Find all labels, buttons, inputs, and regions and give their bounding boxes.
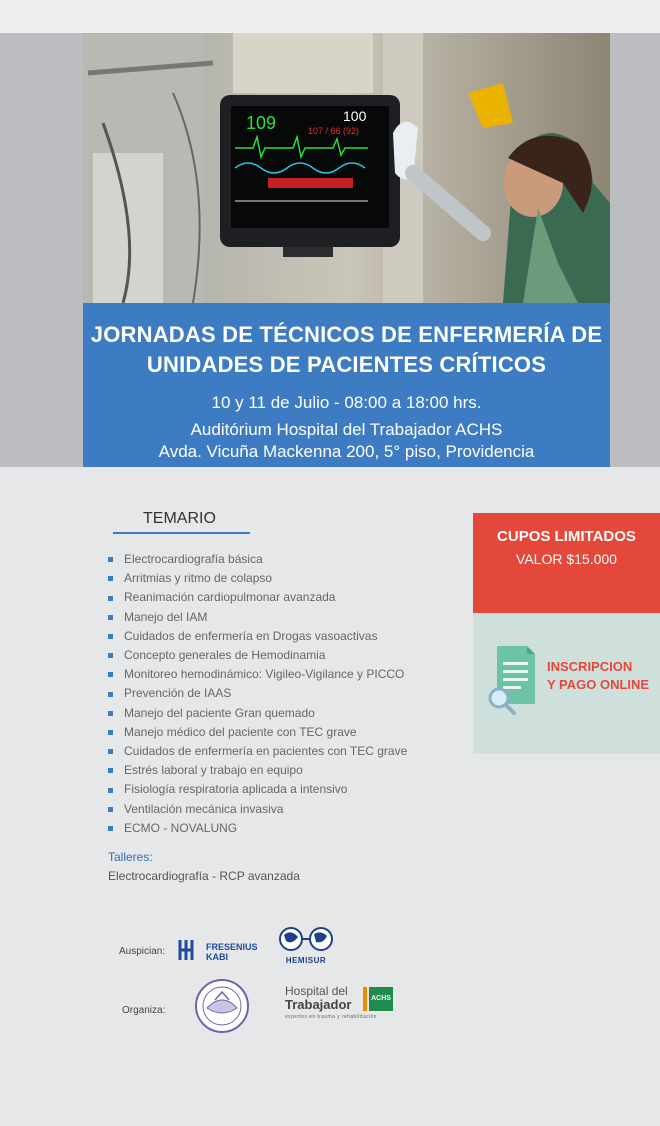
topic-item bbox=[108, 588, 407, 607]
hero-photo bbox=[83, 33, 610, 303]
hemisur-logo bbox=[277, 925, 335, 967]
topic-item bbox=[108, 627, 407, 646]
hospital-label-1: Hospital del bbox=[285, 984, 348, 998]
event-title-line1: JORNADAS DE TÉCNICOS DE ENFERMERÍA DE bbox=[90, 322, 603, 347]
hospital-label-2: Trabajador bbox=[285, 997, 352, 1012]
topic-label: Prevención de IAAS bbox=[124, 686, 232, 701]
event-title-line2: UNIDADES DE PACIENTES CRÍTICOS bbox=[146, 352, 547, 377]
event-venue-line2: Avda. Vicuña Mackenna 200, 5° piso, Providencia bbox=[158, 442, 535, 461]
topic-label: Manejo del paciente Gran quemado bbox=[124, 705, 315, 720]
bullet-icon bbox=[108, 749, 113, 754]
monitor-bp: 107 / 66 (92) bbox=[308, 126, 360, 136]
event-venue-line1: Auditórium Hospital del Trabajador ACHS bbox=[190, 420, 503, 439]
organiza-label: Organiza: bbox=[122, 1005, 166, 1016]
organizer-seal-icon bbox=[193, 978, 251, 1034]
topic-label: ECMO - NOVALUNG bbox=[124, 820, 238, 835]
topic-item bbox=[108, 742, 407, 761]
topic-item bbox=[108, 723, 407, 742]
bullet-icon bbox=[108, 826, 113, 831]
auspician-label: Auspician: bbox=[119, 946, 166, 957]
fresenius-label: FRESENIUS bbox=[206, 942, 258, 952]
organizer-seal-logo bbox=[193, 978, 251, 1034]
topic-label: Arritmias y ritmo de colapso bbox=[124, 571, 273, 586]
inscripcion-line1: INSCRIPCION bbox=[547, 659, 633, 674]
temario-heading: TEMARIO bbox=[143, 510, 216, 527]
bullet-icon bbox=[108, 596, 113, 601]
topic-label: Monitoreo hemodinámico: Vigileo-Vigilance y PICCO bbox=[124, 667, 405, 682]
topic-label: Reanimación cardiopulmonar avanzada bbox=[124, 590, 336, 605]
talleres-heading: Talleres: bbox=[108, 850, 153, 864]
topic-item bbox=[108, 665, 407, 684]
achs-badge: ACHS bbox=[369, 987, 393, 1011]
topic-item bbox=[108, 608, 407, 627]
fresenius-kabi-icon bbox=[177, 938, 201, 962]
hemisur-label: HEMISUR bbox=[285, 956, 327, 965]
monitor-spo2: 100 bbox=[343, 108, 367, 124]
topic-label: Electrocardiografía básica bbox=[124, 552, 263, 566]
talleres-text: Electrocardiografía - RCP avanzada bbox=[108, 869, 300, 883]
temario-underline bbox=[113, 532, 250, 534]
topic-item bbox=[108, 800, 407, 819]
top-strip bbox=[0, 0, 660, 33]
topics-list bbox=[108, 550, 407, 838]
bullet-icon bbox=[108, 576, 113, 581]
event-dates: 10 y 11 de Julio - 08:00 a 18:00 hrs. bbox=[211, 393, 482, 412]
topic-label: Manejo del IAM bbox=[124, 609, 208, 624]
kabi-label: KABI bbox=[206, 952, 228, 962]
hospital-trabajador-logo bbox=[285, 985, 395, 1025]
bullet-icon bbox=[108, 653, 113, 658]
inscripcion-line2: Y PAGO ONLINE bbox=[547, 677, 650, 692]
topic-item bbox=[108, 819, 407, 838]
topic-item bbox=[108, 780, 407, 799]
topic-label: Ventilación mecánica invasiva bbox=[124, 801, 284, 816]
topic-item bbox=[108, 761, 407, 780]
topic-label: Manejo médico del paciente con TEC grave bbox=[124, 724, 357, 739]
bullet-icon bbox=[108, 615, 113, 620]
topic-item bbox=[108, 646, 407, 665]
event-title bbox=[83, 303, 610, 380]
topic-label: Cuidados de enfermería en pacientes con TEC grave bbox=[124, 744, 408, 759]
achs-bar bbox=[363, 987, 367, 1011]
bullet-icon bbox=[108, 672, 113, 677]
fresenius-kabi-logo bbox=[177, 938, 267, 966]
bullet-icon bbox=[108, 557, 113, 562]
topic-label: Cuidados de enfermería en Drogas vasoactivas bbox=[124, 628, 378, 643]
bullet-icon bbox=[108, 730, 113, 735]
topic-label: Fisiología respiratoria aplicada a intensivo bbox=[124, 782, 348, 797]
globe-icon bbox=[277, 925, 335, 955]
event-info-box bbox=[83, 303, 610, 467]
topic-label: Concepto generales de Hemodinamia bbox=[124, 648, 326, 663]
bullet-icon bbox=[108, 711, 113, 716]
topic-label: Estrés laboral y trabajo en equipo bbox=[124, 763, 303, 778]
bullet-icon bbox=[108, 692, 113, 697]
cupos-box bbox=[473, 513, 660, 613]
bullet-icon bbox=[108, 768, 113, 773]
topic-item bbox=[108, 704, 407, 723]
inscripcion-button[interactable] bbox=[473, 613, 660, 754]
monitor-hr: 109 bbox=[246, 113, 277, 133]
cupos-price: VALOR $15.000 bbox=[516, 551, 617, 567]
cupos-title: CUPOS LIMITADOS bbox=[497, 528, 636, 545]
bullet-icon bbox=[108, 807, 113, 812]
document-search-icon bbox=[487, 646, 543, 716]
bullet-icon bbox=[108, 634, 113, 639]
topic-item bbox=[108, 684, 407, 703]
hospital-tagline: expertos en trauma y rehabilitación bbox=[285, 1014, 377, 1020]
topic-item bbox=[108, 569, 407, 588]
bullet-icon bbox=[108, 788, 113, 793]
topic-item bbox=[108, 550, 407, 569]
